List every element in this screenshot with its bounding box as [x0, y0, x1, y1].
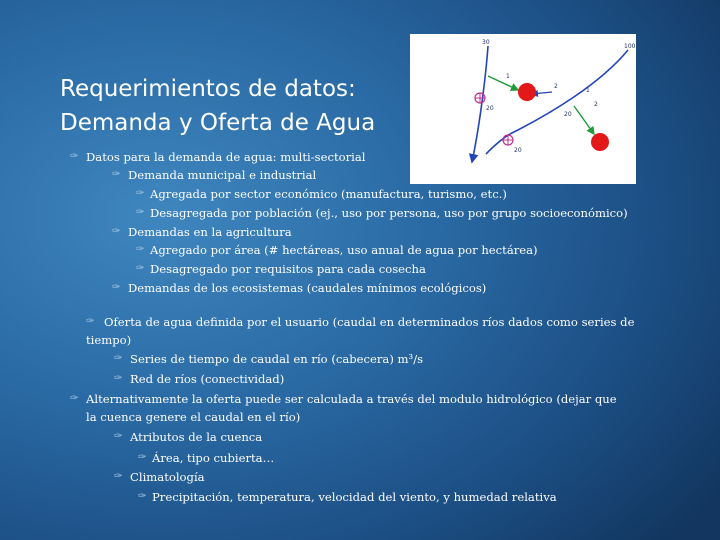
bullet-text: Demandas de los ecosistemas (caudales mínimos ecológicos) — [128, 281, 487, 295]
bullet-item — [114, 370, 285, 388]
bullet-text: tiempo) — [86, 333, 132, 347]
bullet-icon: ✑ — [138, 491, 147, 502]
bullet-text: Área, tipo cubierta… — [152, 451, 275, 465]
bullet-item — [70, 148, 366, 166]
bullet-item — [112, 166, 317, 184]
bullet-item — [114, 428, 263, 446]
bullet-text: Desagregado por requisitos para cada cosecha — [150, 262, 426, 276]
bullet-item — [114, 350, 424, 368]
bullet-text: Red de ríos (conectividad) — [130, 372, 285, 386]
bullet-icon: ✑ — [112, 282, 121, 293]
bullet-item — [114, 468, 205, 486]
bullet-icon: ✑ — [112, 169, 121, 180]
bullet-item — [136, 241, 538, 259]
bullet-text: Demanda municipal e industrial — [128, 168, 317, 182]
bullet-text: Agregado por área (# hectáreas, uso anual de agua por hectárea) — [150, 243, 538, 257]
bullet-text: Atributos de la cuenca — [130, 430, 263, 444]
bullet-icon: ✑ — [138, 452, 147, 463]
bullet-item — [112, 279, 487, 297]
bullet-item — [138, 488, 557, 506]
bullet-item — [136, 185, 507, 203]
bullet-icon: ✑ — [114, 431, 123, 442]
bullet-continuation — [86, 331, 131, 349]
label-20-mid: 20 — [564, 111, 572, 118]
bullet-icon: ✑ — [136, 263, 145, 274]
label-20-bottom: 20 — [514, 147, 522, 154]
label-2-right: 2 — [594, 101, 598, 108]
title-line-1: Requerimientos de datos: — [60, 76, 356, 102]
bullet-icon: ✑ — [114, 471, 123, 482]
bullet-icon: ✑ — [112, 226, 121, 237]
label-100: 100 — [624, 43, 636, 50]
bullet-text: Series de tiempo de caudal en río (cabecera) m³/s — [130, 352, 424, 366]
bullet-text: Climatología — [130, 470, 205, 484]
bullet-icon: ✑ — [136, 188, 145, 199]
bullet-item — [86, 313, 635, 331]
label-20-left: 20 — [486, 105, 494, 112]
bullet-text: Demandas en la agricultura — [128, 225, 292, 239]
bullet-item — [70, 390, 617, 408]
bullet-item — [136, 260, 426, 278]
bullet-text: Precipitación, temperatura, velocidad del viento, y humedad relativa — [152, 490, 557, 504]
bullet-item — [112, 223, 292, 241]
bullet-item — [136, 204, 628, 222]
bullet-text: la cuenca genere el caudal en el río) — [86, 410, 301, 424]
label-1-right: 1 — [586, 87, 590, 94]
bullet-text: Agregada por sector económico (manufactura, turismo, etc.) — [150, 187, 507, 201]
bullet-icon: ✑ — [114, 353, 123, 364]
bullet-text: Oferta de agua definida por el usuario (caudal en determinados ríos dados como series de — [104, 315, 635, 329]
bullet-continuation — [86, 408, 300, 426]
bullet-text: Alternativamente la oferta puede ser calculada a través del modulo hidrológico (dejar que — [86, 392, 617, 406]
bullet-icon: ✑ — [136, 244, 145, 255]
bullet-icon: ✑ — [70, 393, 79, 404]
label-1-left: 1 — [506, 73, 510, 80]
bullet-text: Desagregada por población (ej., uso por persona, uso por grupo socioeconómico) — [150, 206, 628, 220]
label-30-top: 30 — [482, 39, 490, 46]
title-line-2: Demanda y Oferta de Agua — [60, 110, 376, 136]
label-2-mid: 2 — [554, 83, 558, 90]
bullet-icon: ✑ — [86, 316, 95, 327]
bullet-item — [138, 449, 275, 467]
bullet-icon: ✑ — [70, 151, 79, 162]
bullet-icon: ✑ — [114, 373, 123, 384]
bullet-icon: ✑ — [136, 207, 145, 218]
bullet-text: Datos para la demanda de agua: multi-sectorial — [86, 150, 366, 164]
